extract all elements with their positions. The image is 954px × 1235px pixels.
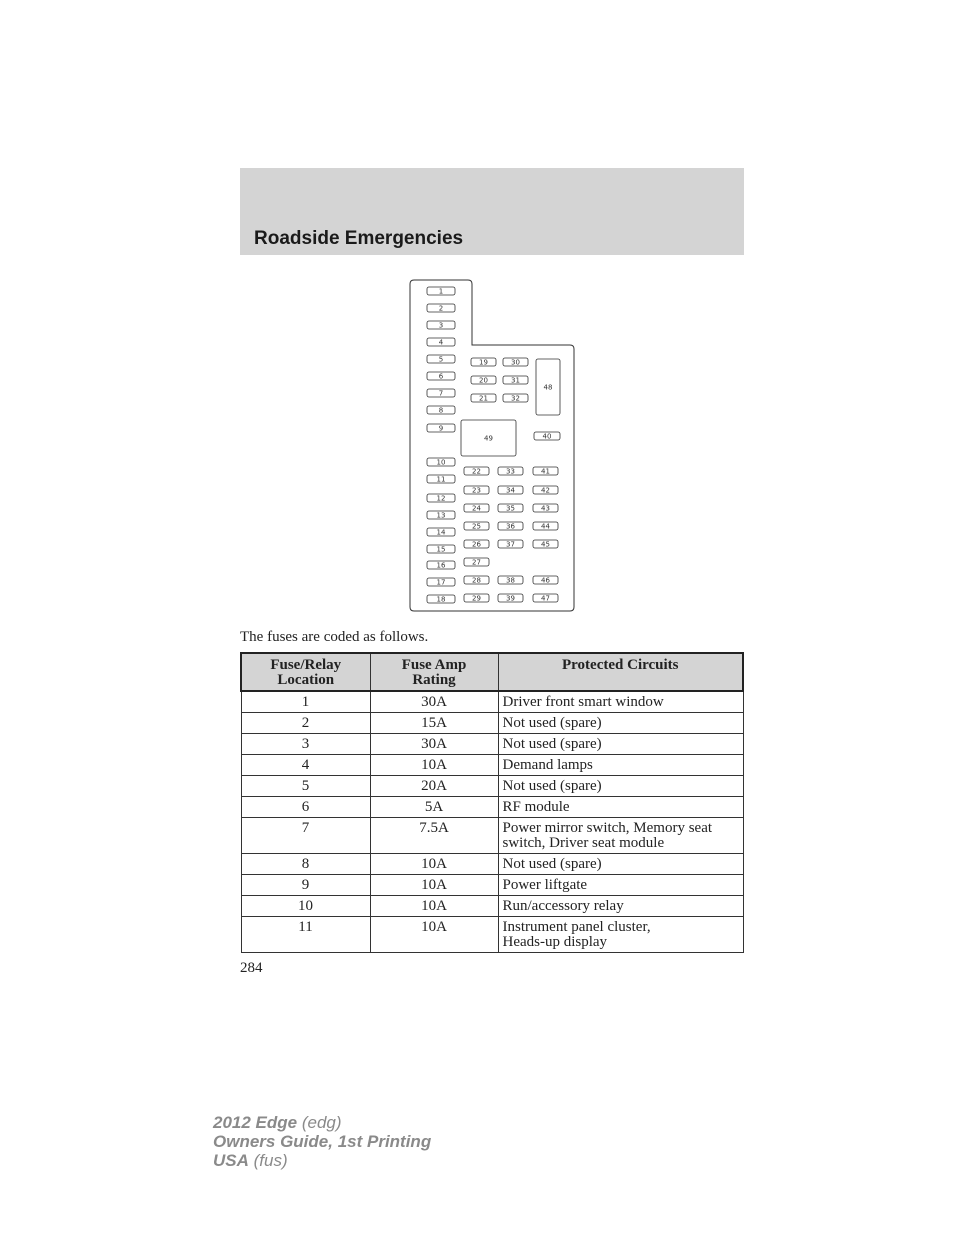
fuse-25-label: 25 (472, 522, 481, 531)
fuse-1-label: 1 (438, 287, 444, 296)
fuse-location-cell: 2 (241, 713, 370, 734)
fuse-44 (533, 522, 558, 531)
fuse-24-label: 24 (472, 504, 481, 513)
fuse-39 (498, 594, 523, 603)
fuse-6-label: 6 (438, 372, 444, 381)
fuse-location-cell: 7 (241, 818, 370, 854)
fuse-17 (427, 578, 455, 587)
fuse-29-label: 29 (472, 594, 481, 603)
fuse-35-label: 35 (506, 504, 515, 513)
fuse-2-label: 2 (438, 304, 444, 313)
fuse-42-label: 42 (541, 486, 550, 495)
fuse-42 (533, 486, 558, 495)
table-row (241, 917, 743, 953)
table-row (241, 713, 743, 734)
fuse-31 (503, 376, 528, 385)
fuse-38 (498, 576, 523, 585)
relay-49 (461, 420, 516, 456)
fuse-location-cell: 3 (241, 734, 370, 755)
fuse-24 (464, 504, 489, 513)
fuse-27 (464, 558, 489, 567)
table-row (241, 818, 743, 854)
fuse-amp-cell: 10A (370, 896, 498, 917)
fuse-40-label: 40 (542, 432, 552, 441)
fuse-location-cell: 8 (241, 854, 370, 875)
fuse-19 (471, 358, 496, 367)
fuse-33 (498, 467, 523, 476)
fuse-16 (427, 561, 455, 570)
fuse-39-label: 39 (506, 594, 515, 603)
relay-48-label: 48 (543, 383, 553, 392)
fuse-location-cell: 9 (241, 875, 370, 896)
fuse-34-label: 34 (506, 486, 515, 495)
relay-48 (536, 359, 560, 415)
protected-circuit-cell: Power liftgate (498, 875, 743, 896)
fuse-21-label: 21 (479, 394, 488, 403)
fuse-3-label: 3 (438, 321, 444, 330)
protected-circuit-cell: Power mirror switch, Memory seat switch, Driver seat module (498, 818, 743, 854)
fuse-20 (471, 376, 496, 385)
header-amp-rating: Fuse Amp Rating (370, 653, 498, 691)
footer-model: 2012 Edge (213, 1113, 298, 1132)
fuse-10-label: 10 (436, 458, 446, 467)
fuse-location-cell: 10 (241, 896, 370, 917)
fuse-44-label: 44 (541, 522, 550, 531)
fuse-36-label: 36 (506, 522, 515, 531)
table-header-row (241, 653, 743, 691)
fuse-amp-cell: 15A (370, 713, 498, 734)
fuse-17-label: 17 (436, 578, 446, 587)
fuse-11-label: 11 (436, 475, 446, 484)
fuse-47 (533, 594, 558, 603)
table-row (241, 896, 743, 917)
fuse-23-label: 23 (472, 486, 481, 495)
fuse-20-label: 20 (479, 376, 488, 385)
fuse-15-label: 15 (436, 545, 446, 554)
protected-circuit-cell: Demand lamps (498, 755, 743, 776)
footer-model-code: (edg) (301, 1113, 342, 1132)
fuse-33-label: 33 (506, 467, 515, 476)
fuse-13-label: 13 (436, 511, 446, 520)
fuse-12 (427, 494, 455, 503)
fuse-6 (427, 372, 455, 381)
protected-circuit-cell: Not used (spare) (498, 734, 743, 755)
fuse-26 (464, 540, 489, 549)
fuse-13 (427, 511, 455, 520)
fuse-15 (427, 545, 455, 554)
fuse-8 (427, 406, 455, 415)
fuse-5 (427, 355, 455, 364)
footer-guide: Owners Guide, 1st Printing (213, 1132, 432, 1151)
fuse-14-label: 14 (436, 528, 446, 537)
fuse-25 (464, 522, 489, 531)
fuse-1 (427, 287, 455, 296)
relay-49-label: 49 (484, 434, 493, 443)
fuse-12-label: 12 (436, 494, 446, 503)
fuse-9 (427, 424, 455, 433)
fuse-31-label: 31 (511, 376, 520, 385)
fuse-38-label: 38 (506, 576, 515, 585)
header-location: Fuse/Relay Location (241, 653, 370, 691)
table-row (241, 854, 743, 875)
fuse-28-label: 28 (472, 576, 481, 585)
fuse-35 (498, 504, 523, 513)
fuse-14 (427, 528, 455, 537)
fuse-7 (427, 389, 455, 398)
fuse-amp-cell: 30A (370, 734, 498, 755)
fuse-30-label: 30 (511, 358, 520, 367)
fuse-amp-cell: 10A (370, 875, 498, 896)
fuse-22-label: 22 (472, 467, 481, 476)
protected-circuit-cell: Instrument panel cluster, Heads-up display (498, 917, 743, 953)
fuse-45 (533, 540, 558, 549)
fuse-location-cell: 1 (241, 691, 370, 713)
fuse-amp-cell: 7.5A (370, 818, 498, 854)
fuse-amp-cell: 10A (370, 854, 498, 875)
protected-circuit-cell: Run/accessory relay (498, 896, 743, 917)
fuse-18-label: 18 (436, 595, 446, 604)
page-number: 284 (240, 960, 263, 976)
footer-info (213, 1113, 431, 1170)
fuse-22 (464, 467, 489, 476)
fuse-3 (427, 321, 455, 330)
fuse-location-cell: 5 (241, 776, 370, 797)
fuse-34 (498, 486, 523, 495)
fuse-5-label: 5 (438, 355, 444, 364)
fuse-4 (427, 338, 455, 347)
protected-circuit-cell: Not used (spare) (498, 713, 743, 734)
fuse-28 (464, 576, 489, 585)
fuse-location-cell: 4 (241, 755, 370, 776)
fuse-41 (533, 467, 558, 476)
table-row (241, 875, 743, 896)
fuse-location-cell: 6 (241, 797, 370, 818)
fuse-amp-cell: 30A (370, 691, 498, 713)
fuse-46 (533, 576, 558, 585)
section-title: Roadside Emergencies (254, 228, 464, 249)
fuse-7-label: 7 (438, 389, 444, 398)
fuse-amp-cell: 20A (370, 776, 498, 797)
fuse-40 (534, 432, 560, 441)
fuse-26-label: 26 (472, 540, 481, 549)
fuse-29 (464, 594, 489, 603)
fuse-amp-cell: 5A (370, 797, 498, 818)
fuse-19-label: 19 (479, 358, 488, 367)
fuse-18 (427, 595, 455, 604)
fuse-16-label: 16 (436, 561, 446, 570)
table-row (241, 691, 743, 713)
fuse-27-label: 27 (472, 558, 481, 567)
fuse-37 (498, 540, 523, 549)
fuse-32-label: 32 (511, 394, 520, 403)
footer-market-code: (fus) (253, 1151, 288, 1170)
fuse-43 (533, 504, 558, 513)
fuse-2 (427, 304, 455, 313)
table-row (241, 755, 743, 776)
fuse-45-label: 45 (541, 540, 550, 549)
fuse-panel-diagram (405, 275, 580, 615)
protected-circuit-cell: Not used (spare) (498, 776, 743, 797)
fuse-32 (503, 394, 528, 403)
fuse-41-label: 41 (541, 467, 550, 476)
fuse-30 (503, 358, 528, 367)
fuse-10 (427, 458, 455, 467)
fuse-amp-cell: 10A (370, 755, 498, 776)
fuse-46-label: 46 (541, 576, 550, 585)
fuse-36 (498, 522, 523, 531)
table-row (241, 734, 743, 755)
protected-circuit-cell: RF module (498, 797, 743, 818)
fuse-11 (427, 475, 455, 484)
fuse-9-label: 9 (438, 424, 444, 433)
table-row (241, 776, 743, 797)
header-protected-circuits: Protected Circuits (498, 653, 743, 691)
footer-market: USA (213, 1151, 249, 1170)
protected-circuit-cell: Not used (spare) (498, 854, 743, 875)
fuse-table (240, 652, 744, 953)
fuse-8-label: 8 (438, 406, 444, 415)
fuse-21 (471, 394, 496, 403)
fuse-amp-cell: 10A (370, 917, 498, 953)
protected-circuit-cell: Driver front smart window (498, 691, 743, 713)
fuse-47-label: 47 (541, 594, 550, 603)
fuse-43-label: 43 (541, 504, 550, 513)
fuse-4-label: 4 (438, 338, 444, 347)
table-row (241, 797, 743, 818)
intro-text: The fuses are coded as follows. (240, 629, 429, 645)
fuse-location-cell: 11 (241, 917, 370, 953)
fuse-37-label: 37 (506, 540, 515, 549)
fuse-23 (464, 486, 489, 495)
